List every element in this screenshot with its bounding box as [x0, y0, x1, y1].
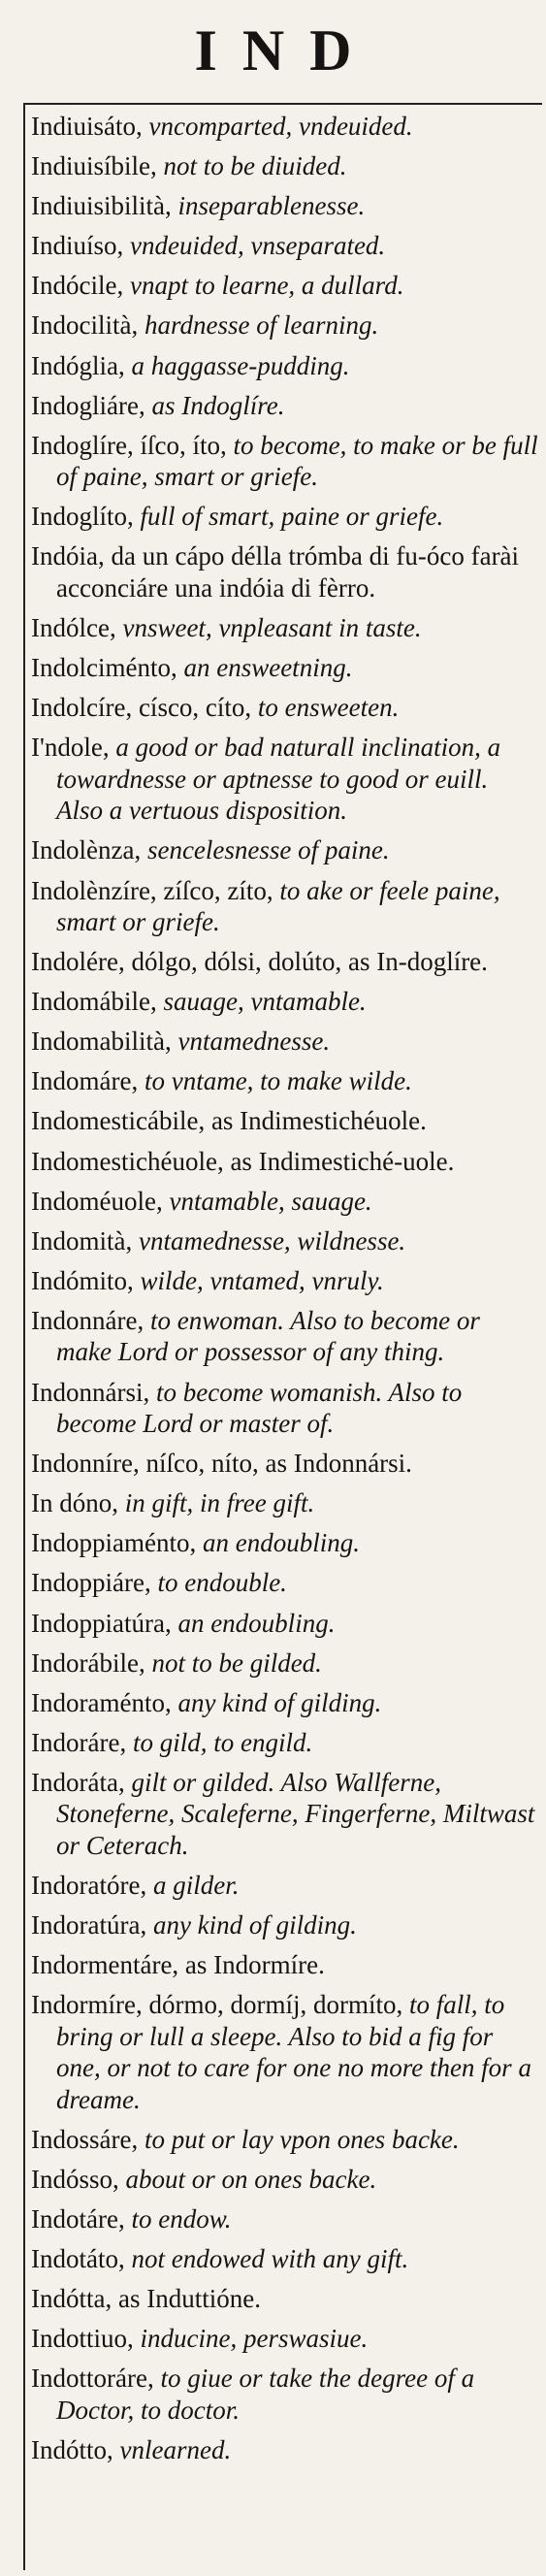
- entry-headword: Indocilità,: [31, 310, 145, 341]
- dictionary-entry: [31, 230, 538, 262]
- entry-headword: Indólce,: [31, 613, 123, 643]
- entry-definition: any kind of gilding.: [152, 1910, 357, 1940]
- dictionary-entry: [31, 1909, 538, 1941]
- dictionary-entry: [31, 2203, 538, 2235]
- entry-definition: to become, to make or be full of paine, smart or griefe.: [56, 430, 538, 492]
- entry-definition: a good or bad naturall inclination, a towardnesse or aptnesse to good or euill. Also a vertuous disposition.: [56, 733, 501, 826]
- dictionary-entry: [31, 946, 538, 978]
- entry-definition: sencelesnesse of paine.: [146, 835, 390, 865]
- dictionary-entry: [31, 1377, 538, 1440]
- entry-headword: Indomáre,: [31, 1066, 145, 1096]
- entry-definition: in gift, in free gift.: [124, 1488, 315, 1518]
- dictionary-entry: [31, 986, 538, 1018]
- entry-headword: Indoglíto,: [31, 502, 141, 532]
- entry-headword: Indolciménto,: [31, 653, 184, 683]
- entry-headword: Indóia, da un cápo délla trómba di fu-óco farài acconciáre una indóia di fèrro.: [31, 541, 520, 603]
- dictionary-entry: [31, 1687, 538, 1719]
- entry-headword: Indótto,: [31, 2435, 120, 2464]
- entry-definition: vnsweet, vnpleasant in taste.: [122, 613, 422, 643]
- entry-headword: Indoméuole,: [31, 1186, 170, 1216]
- entry-definition: to become womanish. Also to become Lord or master of.: [56, 1377, 463, 1439]
- entry-list: [31, 111, 538, 2474]
- entry-definition: to ensweeten.: [257, 693, 400, 723]
- dictionary-entry: [31, 150, 538, 182]
- dictionary-entry: [31, 1647, 538, 1679]
- entry-definition: a haggasse-pudding.: [131, 350, 350, 380]
- entry-definition: to fall, to bring or lull a sleepe. Also to bid a fig for one, or not to care for one no more then for a dreame.: [56, 1990, 531, 2114]
- entry-headword: Indoráta,: [31, 1767, 132, 1797]
- dictionary-entry: [31, 1225, 538, 1257]
- entry-definition: to vntame, to make wilde.: [144, 1066, 412, 1096]
- dictionary-entry: [31, 1870, 538, 1902]
- dictionary-entry: [31, 2164, 538, 2196]
- entry-headword: Indossáre,: [31, 2124, 145, 2154]
- dictionary-entry: [31, 350, 538, 382]
- entry-headword: Indomità,: [31, 1225, 139, 1255]
- entry-headword: Indómito,: [31, 1265, 141, 1295]
- entry-headword: I'ndole,: [31, 733, 116, 763]
- entry-definition: an endoubling.: [177, 1608, 336, 1638]
- dictionary-entry: [31, 190, 538, 222]
- entry-definition: vntamednesse.: [177, 1027, 331, 1057]
- dictionary-entry: [31, 875, 538, 938]
- dictionary-entry: [31, 1026, 538, 1058]
- entry-definition: to enwoman. Also to become or make Lord or possessor of any thing.: [56, 1305, 480, 1367]
- entry-headword: Indiuisáto,: [31, 112, 149, 141]
- dictionary-entry: [31, 430, 538, 493]
- dictionary-entry: [31, 1989, 538, 2115]
- entry-headword: Indoppiáre,: [31, 1568, 158, 1598]
- dictionary-entry: [31, 540, 538, 603]
- dictionary-entry: [31, 2434, 538, 2466]
- entry-headword: Indiuisíbile,: [31, 151, 164, 181]
- entry-definition: about or on ones backe.: [125, 2164, 377, 2194]
- entry-definition: inducine, perswasiue.: [140, 2324, 369, 2354]
- entry-definition: to endow.: [131, 2204, 232, 2234]
- entry-definition: any kind of gilding.: [177, 1687, 382, 1717]
- dictionary-entry: [31, 2363, 538, 2426]
- dictionary-entry: [31, 1065, 538, 1097]
- entry-headword: Indoppiatúra,: [31, 1608, 178, 1638]
- entry-headword: Indogliáre,: [31, 390, 152, 420]
- entry-headword: Indormíre, dórmo, dormíj, dormíto,: [31, 1990, 409, 2020]
- dictionary-entry: [31, 612, 538, 644]
- entry-headword: Indolènza,: [31, 835, 147, 865]
- entry-headword: Indonnársi,: [31, 1377, 156, 1407]
- dictionary-entry: [31, 692, 538, 724]
- entry-headword: Indolènzíre, zíſco, zíto,: [31, 875, 280, 905]
- entry-definition: vntamable, sauage.: [169, 1186, 372, 1216]
- entry-definition: not to be gilded.: [151, 1647, 322, 1678]
- entry-headword: Indoglíre, íſco, íto,: [31, 430, 234, 460]
- entry-headword: Indomábile,: [31, 987, 164, 1017]
- entry-definition: to endouble.: [157, 1568, 287, 1598]
- dictionary-entry: [31, 1487, 538, 1519]
- entry-definition: as Indoglíre.: [151, 390, 285, 420]
- entry-definition: to giue or take the degree of a Doctor, to doctor.: [56, 2364, 475, 2425]
- entry-headword: Indomabilità,: [31, 1027, 178, 1057]
- entry-headword: Indolére, dólgo, dólsi, dolúto, as In-doglíre.: [31, 947, 488, 977]
- page-title: IND: [194, 17, 377, 82]
- entry-headword: Indoratúra,: [31, 1910, 153, 1940]
- entry-definition: vnapt to learne, a dullard.: [129, 271, 404, 301]
- dictionary-entry: [31, 1949, 538, 1981]
- entry-definition: inseparablenesse.: [177, 191, 366, 221]
- dictionary-entry: [31, 2283, 538, 2315]
- entry-headword: Indoratóre,: [31, 1870, 153, 1900]
- dictionary-entry: [31, 1567, 538, 1599]
- dictionary-entry: [31, 1527, 538, 1559]
- entry-definition: a gilder.: [152, 1870, 240, 1900]
- entry-definition: to ake or feele paine, smart or griefe.: [56, 875, 500, 936]
- entry-headword: Indonnáre,: [31, 1305, 150, 1335]
- dictionary-entry: [31, 2323, 538, 2355]
- entry-headword: Indomesticábile, as Indimestichéuole.: [31, 1106, 427, 1136]
- entry-headword: Indottoráre,: [31, 2364, 161, 2394]
- entry-definition: to gild, to engild.: [132, 1727, 313, 1757]
- entry-headword: Indorábile,: [31, 1647, 152, 1678]
- entry-definition: wilde, vntamed, vnruly.: [140, 1265, 384, 1295]
- entry-definition: an ensweetning.: [183, 653, 353, 683]
- entry-headword: Indolcíre, císco, cíto,: [31, 693, 258, 723]
- entry-headword: Indiuíso,: [31, 231, 131, 261]
- entry-headword: Indonníre, níſco, níto, as Indonnársi.: [31, 1449, 412, 1479]
- dictionary-entry: [31, 834, 538, 866]
- entry-headword: Indótta, as Induttióne.: [31, 2284, 261, 2314]
- entry-definition: sauage, vntamable.: [163, 987, 367, 1017]
- entry-definition: vndeuided, vnseparated.: [130, 231, 386, 261]
- dictionary-entry: [31, 732, 538, 827]
- dictionary-entry: [31, 270, 538, 302]
- entry-definition: to put or lay vpon ones backe.: [144, 2124, 460, 2154]
- entry-headword: Indiuisibilità,: [31, 191, 178, 221]
- dictionary-entry: [31, 1305, 538, 1368]
- dictionary-entry: [31, 2124, 538, 2156]
- dictionary-entry: [31, 1146, 538, 1178]
- dictionary-entry: [31, 1265, 538, 1297]
- entry-headword: In dóno,: [31, 1488, 125, 1518]
- dictionary-entry: [31, 652, 538, 684]
- entry-headword: Indoppiaménto,: [31, 1528, 203, 1558]
- entry-definition: hardnesse of learning.: [144, 310, 379, 341]
- dictionary-entry: [31, 1767, 538, 1862]
- entry-headword: Indoraménto,: [31, 1687, 178, 1717]
- entry-definition: vncomparted, vndeuided.: [148, 112, 413, 141]
- entry-headword: Indomestichéuole, as Indimestiché-uole.: [31, 1146, 455, 1176]
- entry-headword: Indósso,: [31, 2164, 126, 2194]
- dictionary-entry: [31, 111, 538, 143]
- entry-definition: an endoubling.: [202, 1528, 360, 1558]
- dictionary-entry: [31, 1608, 538, 1640]
- dictionary-entry: [31, 1727, 538, 1759]
- dictionary-entry: [31, 310, 538, 342]
- page-header: [0, 0, 546, 101]
- entry-definition: gilt or gilded. Also Wallferne, Stoneferne, Scaleferne, Fingerferne, Miltwast or Ceterach.: [56, 1767, 535, 1860]
- entry-definition: vntamednesse, wildnesse.: [138, 1225, 406, 1255]
- entry-headword: Indottiuo,: [31, 2324, 141, 2354]
- entry-headword: Indóglia,: [31, 350, 132, 380]
- dictionary-entry: [31, 1186, 538, 1218]
- entry-headword: Indotáto,: [31, 2244, 132, 2274]
- entry-headword: Indoráre,: [31, 1727, 133, 1757]
- dictionary-entry: [31, 1105, 538, 1137]
- entry-definition: vnlearned.: [119, 2435, 232, 2464]
- entry-headword: Indotáre,: [31, 2204, 132, 2234]
- entry-headword: Indormentáre, as Indormíre.: [31, 1950, 325, 1980]
- dictionary-entry: [31, 390, 538, 422]
- entry-definition: not to be diuided.: [163, 151, 347, 181]
- entry-definition: not endowed with any gift.: [131, 2244, 409, 2274]
- entry-definition: full of smart, paine or griefe.: [140, 502, 444, 532]
- entry-headword: Indócile,: [31, 271, 130, 301]
- dictionary-entry: [31, 2243, 538, 2275]
- dictionary-entry: [31, 1448, 538, 1480]
- dictionary-entry: [31, 501, 538, 533]
